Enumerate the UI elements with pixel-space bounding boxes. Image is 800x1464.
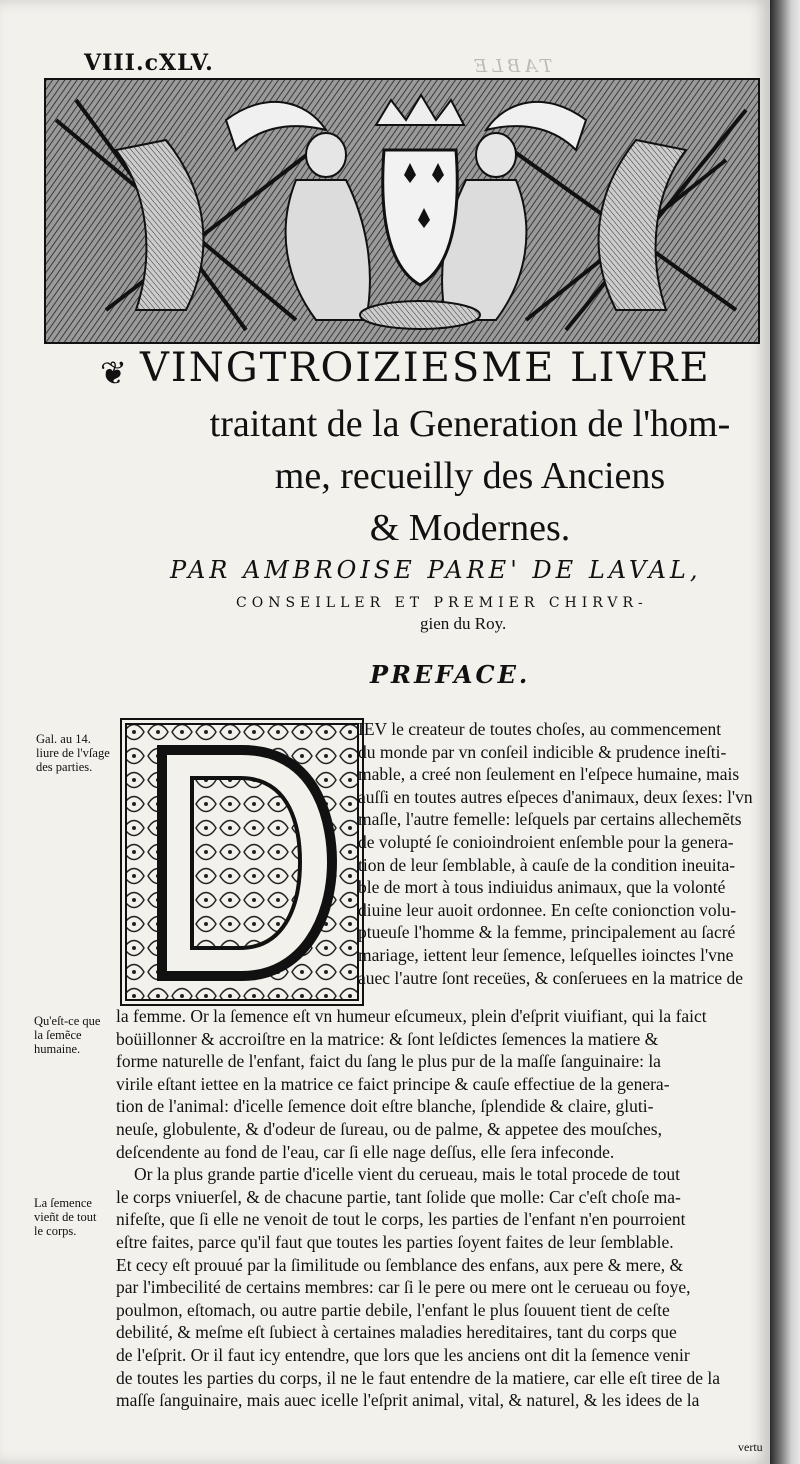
text-line: tion de l'animal: d'icelle ſemence doit eſtre blanche, ſplendide & claire, gluti- bbox=[116, 1096, 654, 1117]
margin-note: La ſemence vieñt de tout le corps. bbox=[34, 1196, 97, 1238]
ornamental-headpiece bbox=[44, 78, 760, 344]
book-title-line3: me, recueilly des Anciens bbox=[274, 455, 666, 497]
author-line: PAR AMBROISE PARE' DE LAVAL, bbox=[170, 556, 702, 584]
margin-note: Qu'eſt-ce que la ſemẽce humaine. bbox=[34, 1014, 101, 1056]
text-line: auſſi en toutes autres eſpeces d'animaux, deux ſexes: l'vn bbox=[358, 786, 753, 807]
text-line: par l'imbecilité de certains membres: car ſi le pere ou mere ont le cerueau ou foye, bbox=[116, 1277, 691, 1298]
text-line: de volupté ſe conioindroient enſemble pour la genera- bbox=[358, 831, 734, 852]
section-heading: PREFACE. bbox=[370, 660, 531, 689]
text-line: diuine leur auoit ordonnee. En ceſte conionction volu- bbox=[358, 899, 737, 920]
text-line: maſle, l'autre femelle: leſquels par certains allechemẽts bbox=[358, 809, 742, 830]
text-line: IEV le createur de toutes choſes, au commencement bbox=[358, 719, 722, 739]
text-line: eſtre faites, parce qu'il faut que toutes les parties ſoyent faites de leur ſemblable. bbox=[116, 1231, 674, 1252]
book-title-line2: traitant de la Generation de l'hom- bbox=[209, 403, 731, 445]
author-office-line1: CONSEILLER ET PREMIER CHIRVR- bbox=[236, 595, 648, 611]
text-line: maſſe ſanguinaire, mais auec icelle l'eſprit animal, vital, & naturel, & les idees de la bbox=[116, 1390, 700, 1411]
decorated-initial bbox=[120, 718, 364, 1006]
text-line: de l'eſprit. Or il faut icy entendre, que lors que les anciens ont dit la ſemence venir bbox=[116, 1344, 690, 1365]
text-line: du monde par vn conſeil indicible & prudence ineſti- bbox=[358, 741, 727, 762]
text-line: ptueuſe l'homme & la femme, principalement au ſacré bbox=[358, 922, 736, 943]
text-line: tion de leur ſemblable, à cauſe de la condition ineuita- bbox=[358, 854, 736, 875]
text-line: de toutes les parties du corps, il ne le faut entendre de la matiere, car elle eſt tiree de la bbox=[116, 1367, 720, 1388]
opening-paragraph bbox=[358, 718, 760, 989]
text-line: auec l'autre ſont receües, & conſeruees en la matrice de bbox=[358, 967, 744, 988]
text-line: poulmon, eſtomach, ou autre partie debile, l'enfant le plus ſouuent tient de ceſte bbox=[116, 1299, 670, 1320]
text-line: le corps vniuerſel, & de chacune partie, tant ſolide que molle: Car c'eſt choſe ma- bbox=[116, 1186, 681, 1207]
text-line: mariage, iettent leur ſemence, leſquelles ioinctes l'vne bbox=[358, 944, 734, 965]
text-line: boüillonner & accroiſtre en la matrice: & ſont leſdictes ſemences la matiere & bbox=[116, 1028, 659, 1049]
fleuron-ornament-icon: ❦ bbox=[100, 354, 127, 392]
show-through-text: TABLE bbox=[470, 56, 553, 77]
text-line: nifeſte, que ſi elle ne venoit de tout le corps, les parties de l'enfant n'en pourroient bbox=[116, 1209, 686, 1230]
text-line: neuſe, globulente, & d'odeur de ſureau, ou de palme, & appetee des mouſches, bbox=[116, 1118, 662, 1139]
text-line: forme naturelle de l'enfant, faict du ſang le plus pur de la maſſe ſanguinaire: la bbox=[116, 1051, 661, 1072]
decorated-initial-ornament bbox=[122, 720, 362, 1004]
margin-note: Gal. au 14. liure de l'vſage des parties. bbox=[36, 732, 110, 774]
text-line: Or la plus grande partie d'icelle vient du cerueau, mais le total procede de tout bbox=[134, 1164, 680, 1185]
headpiece-engraving bbox=[46, 80, 758, 342]
text-line: la femme. Or la ſemence eſt vn humeur eſcumeux, plein d'eſprit viuifiant, qui la faict bbox=[116, 1006, 707, 1026]
book-title-subtitle bbox=[190, 398, 750, 554]
book-title-line4: & Modernes. bbox=[369, 507, 571, 549]
text-line: deſcendente au fond de l'eau, car ſi elle nage deſſus, elle ſera infeconde. bbox=[116, 1141, 615, 1162]
text-line: Et cecy eſt prouué par la ſimilitude ou ſemblance des enfans, aux pere & mere, & bbox=[116, 1254, 684, 1275]
folio-number: VIII.cXLV. bbox=[84, 50, 214, 76]
author-office-line2: gien du Roy. bbox=[420, 614, 507, 633]
text-line: virile eſtant iettee en la matrice ce faict principe & cauſe effectiue de la genera- bbox=[116, 1073, 670, 1094]
text-line: ble de mort à tous indiuidus animaux, que la volonté bbox=[358, 877, 726, 898]
catchword: vertu bbox=[738, 1440, 763, 1454]
text-line: mable, a creé non ſeulement en l'eſpece humaine, mais bbox=[358, 764, 740, 785]
text-line: debilité, & meſme eſt ſubiect à certaines maladies hereditaires, tant du corps que bbox=[116, 1322, 677, 1343]
book-title-line1: VINGTROIZIESME LIVRE bbox=[140, 345, 711, 391]
body-text bbox=[116, 1005, 764, 1412]
book-gutter bbox=[770, 0, 800, 1464]
